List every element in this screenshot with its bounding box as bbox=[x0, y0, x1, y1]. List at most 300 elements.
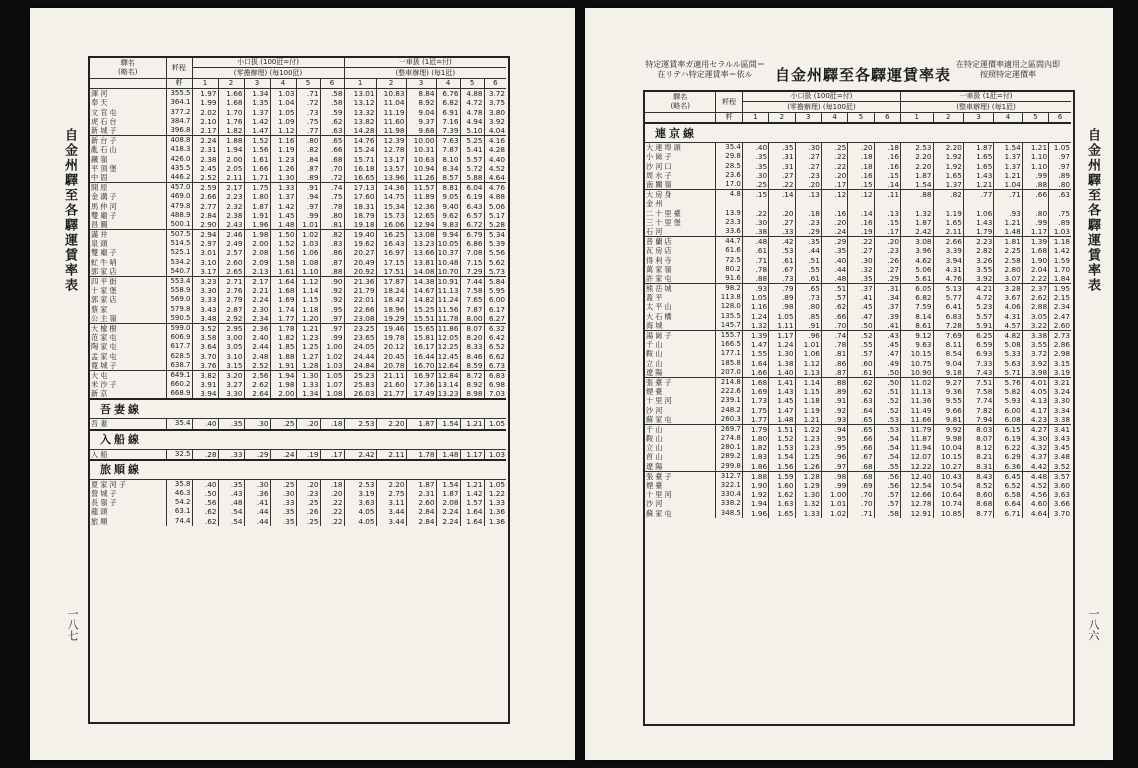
rate-cell: 5.13 bbox=[933, 284, 963, 294]
station-name: 千山 bbox=[646, 340, 665, 350]
rate-cell: 1.37 bbox=[994, 162, 1022, 171]
rate-cell: 2.11 bbox=[218, 173, 244, 183]
rate-cell: 2.65 bbox=[218, 267, 244, 277]
rate-cell: 1.33 bbox=[270, 183, 296, 193]
table-row bbox=[90, 351, 506, 360]
rate-cell: 5.57 bbox=[460, 155, 484, 164]
rate-cell: 6.19 bbox=[994, 434, 1022, 443]
rate-cell: 2.37 bbox=[1022, 284, 1048, 294]
rate-cell: 5.77 bbox=[933, 293, 963, 302]
rate-cell: .29 bbox=[874, 274, 900, 284]
table-row bbox=[90, 361, 506, 371]
rate-cell: .16 bbox=[874, 152, 900, 161]
rate-cell: 1.16 bbox=[270, 136, 296, 146]
rate-cell: .22 bbox=[742, 209, 768, 218]
rate-cell: .51 bbox=[795, 255, 821, 264]
rate-cell: 12.64 bbox=[437, 360, 459, 370]
rate-cell: .59 bbox=[320, 108, 344, 117]
station-name: 十里河 bbox=[646, 396, 674, 406]
station-name: 小崗子 bbox=[646, 152, 674, 162]
rate-cell: .71 bbox=[742, 255, 768, 264]
right-page-title: 自金州驛至各驛運賃率表 bbox=[775, 66, 952, 84]
rate-cell: .75 bbox=[296, 117, 320, 126]
rate-cell: 15.73 bbox=[376, 211, 406, 220]
rate-cell: .24 bbox=[270, 449, 296, 460]
station-name: 郭家店 bbox=[91, 295, 119, 305]
rate-cell: 12.45 bbox=[437, 351, 459, 361]
rate-cell: .88 bbox=[320, 267, 344, 277]
rate-cell: .94 bbox=[821, 424, 847, 434]
rate-cell: 5.82 bbox=[994, 387, 1022, 396]
rate-cell bbox=[1049, 199, 1071, 208]
rate-cell: 2.02 bbox=[192, 108, 218, 117]
distance-km: 72.5 bbox=[716, 255, 742, 264]
class-header: 5 bbox=[1022, 113, 1048, 124]
rate-cell: 5.23 bbox=[963, 302, 993, 311]
rate-cell: .30 bbox=[848, 255, 874, 264]
rate-cell: 7.69 bbox=[933, 330, 963, 340]
distance-km: 260.3 bbox=[716, 415, 742, 425]
rate-cell: 1.97 bbox=[192, 89, 218, 99]
rate-cell: 2.43 bbox=[218, 220, 244, 230]
rate-cell: 13.96 bbox=[376, 173, 406, 183]
rate-cell: 1.48 bbox=[270, 220, 296, 230]
right-note-right: 在特定運價率適用之區間內即按照特定運價率 bbox=[956, 60, 1060, 79]
rate-cell: 1.52 bbox=[244, 136, 270, 146]
rate-cell: 4.62 bbox=[901, 255, 933, 264]
rate-cell: 1.65 bbox=[769, 509, 795, 518]
rate-cell: 3.19 bbox=[1049, 368, 1071, 378]
rate-cell: .62 bbox=[848, 377, 874, 387]
rate-cell: .64 bbox=[848, 405, 874, 414]
rate-cell: 6.57 bbox=[460, 211, 484, 220]
station-name: 海城 bbox=[646, 320, 665, 330]
rate-cell: .62 bbox=[192, 507, 218, 516]
station-name: 太平山 bbox=[646, 302, 674, 312]
station-name: 孟家屯 bbox=[91, 351, 119, 361]
rate-cell: 15.24 bbox=[344, 145, 376, 154]
table-row bbox=[90, 286, 506, 295]
table-row bbox=[645, 405, 1071, 414]
rate-cell: 1.19 bbox=[270, 145, 296, 154]
table-row bbox=[90, 342, 506, 351]
station-name: 新京 bbox=[91, 389, 110, 399]
rate-cell: 1.35 bbox=[244, 98, 270, 107]
rate-cell: .27 bbox=[769, 171, 795, 180]
rate-cell: 9.63 bbox=[901, 340, 933, 349]
rate-cell: 15.81 bbox=[406, 333, 436, 342]
rate-cell: 7.08 bbox=[460, 248, 484, 257]
rate-cell: 17.49 bbox=[406, 389, 436, 399]
rate-cell: 19.18 bbox=[344, 220, 376, 230]
rate-cell: .25 bbox=[270, 479, 296, 489]
rate-cell: 1.03 bbox=[1049, 227, 1071, 237]
station-sub-cell bbox=[645, 113, 716, 124]
rate-cell: 1.21 bbox=[963, 180, 993, 190]
rate-cell: .20 bbox=[296, 419, 320, 430]
rate-cell: 1.32 bbox=[742, 321, 768, 331]
rate-cell: 12.22 bbox=[901, 462, 933, 472]
rate-cell: 3.23 bbox=[192, 276, 218, 286]
distance-km: 606.9 bbox=[166, 333, 192, 342]
class-header: 1 bbox=[344, 79, 376, 89]
rate-cell: .75 bbox=[1049, 209, 1071, 218]
rate-cell: 11.60 bbox=[376, 117, 406, 126]
rate-cell: 2.25 bbox=[994, 246, 1022, 255]
right-small-sub-header: (零擔辦理) (毎100瓩) bbox=[742, 102, 900, 113]
rate-cell: 7.43 bbox=[963, 368, 993, 378]
rate-cell: .66 bbox=[1022, 190, 1048, 200]
rate-cell: 1.51 bbox=[769, 424, 795, 434]
table-row bbox=[645, 274, 1071, 284]
rate-cell: .60 bbox=[848, 359, 874, 368]
rate-cell bbox=[848, 199, 874, 208]
rate-cell: 2.86 bbox=[1049, 340, 1071, 349]
table-row bbox=[645, 349, 1071, 358]
station-name: 沙河 bbox=[646, 499, 665, 509]
rate-cell: .22 bbox=[821, 152, 847, 161]
rate-cell: .97 bbox=[320, 314, 344, 324]
rate-cell: 13.23 bbox=[406, 239, 436, 248]
rate-cell: 1.14 bbox=[296, 286, 320, 295]
table-row bbox=[90, 145, 506, 154]
rate-cell: 4.72 bbox=[460, 98, 484, 107]
rate-cell: 11.79 bbox=[901, 424, 933, 434]
station-name: 得利寺 bbox=[646, 255, 674, 265]
rate-cell: 2.66 bbox=[933, 237, 963, 247]
rate-cell: .26 bbox=[874, 255, 900, 264]
rate-cell: 13.66 bbox=[406, 248, 436, 257]
rate-cell: 8.07 bbox=[963, 434, 993, 443]
class-header: 4 bbox=[270, 79, 296, 89]
distance-km: 207.0 bbox=[716, 368, 742, 378]
rate-cell: 1.02 bbox=[320, 351, 344, 360]
rate-cell: 4.40 bbox=[484, 155, 506, 164]
rate-cell: 1.54 bbox=[901, 180, 933, 190]
rate-cell: 1.18 bbox=[795, 396, 821, 405]
rate-cell: 1.05 bbox=[270, 108, 296, 117]
right-note-left: 特定運賃率ガ適用セラルル區間＝在リテハ特定運賃率＝依ル bbox=[645, 60, 765, 79]
rate-cell: 19.78 bbox=[376, 333, 406, 342]
rate-cell: 1.47 bbox=[769, 405, 795, 414]
rate-cell: .63 bbox=[848, 396, 874, 405]
rate-cell: 6.79 bbox=[460, 230, 484, 240]
rate-cell: 23.65 bbox=[344, 333, 376, 342]
rate-cell: .77 bbox=[963, 190, 993, 200]
rate-cell: .63 bbox=[1049, 190, 1071, 200]
rate-cell: 13.14 bbox=[437, 380, 459, 390]
distance-km: 479.8 bbox=[166, 201, 192, 210]
rate-cell: .22 bbox=[320, 507, 344, 516]
rate-cell: 6.98 bbox=[484, 380, 506, 389]
distance-km: 145.7 bbox=[716, 321, 742, 331]
table-row bbox=[90, 333, 506, 342]
section-name: 吾妻線 bbox=[90, 399, 506, 419]
rate-cell: .29 bbox=[244, 449, 270, 460]
class-header: 4 bbox=[821, 113, 847, 124]
rate-cell: 16.44 bbox=[406, 351, 436, 360]
table-row bbox=[90, 489, 506, 498]
rate-cell: 1.18 bbox=[296, 305, 320, 314]
table-row bbox=[90, 370, 506, 380]
rate-cell: 6.42 bbox=[484, 333, 506, 342]
rate-cell: 14.75 bbox=[376, 192, 406, 201]
rate-cell: 3.82 bbox=[192, 370, 218, 380]
rate-cell: 12.65 bbox=[406, 211, 436, 220]
rate-cell: .39 bbox=[874, 312, 900, 321]
station-name: 石河 bbox=[646, 226, 665, 236]
class-header: 5 bbox=[848, 113, 874, 124]
rate-cell: 4.17 bbox=[1022, 405, 1048, 414]
rate-cell: 7.94 bbox=[963, 415, 993, 425]
rate-cell: 2.84 bbox=[406, 517, 436, 526]
station-name: 二十里臺 bbox=[646, 208, 683, 218]
rate-cell: .70 bbox=[848, 499, 874, 508]
rate-cell: 1.43 bbox=[769, 387, 795, 396]
rate-cell: .99 bbox=[1022, 218, 1048, 227]
distance-km: 500.1 bbox=[166, 220, 192, 230]
rate-cell: 3.63 bbox=[1049, 490, 1071, 499]
rate-cell: 1.33 bbox=[296, 380, 320, 389]
table-row bbox=[645, 190, 1071, 200]
rate-cell: .43 bbox=[874, 330, 900, 340]
rate-cell: 1.86 bbox=[742, 462, 768, 472]
rate-cell: 1.87 bbox=[406, 479, 436, 489]
station-name: 中固 bbox=[91, 172, 110, 182]
rate-cell: .94 bbox=[296, 192, 320, 201]
rate-cell: .23 bbox=[795, 171, 821, 180]
rate-cell: 2.64 bbox=[244, 389, 270, 399]
rate-cell: .66 bbox=[320, 145, 344, 154]
rate-cell: 1.33 bbox=[795, 509, 821, 518]
rate-cell: 1.28 bbox=[296, 361, 320, 371]
table-row bbox=[645, 321, 1071, 331]
distance-km: 364.1 bbox=[166, 98, 192, 107]
rate-cell: 1.05 bbox=[769, 312, 795, 321]
rate-cell: 2.42 bbox=[344, 449, 376, 460]
rate-cell: 5.17 bbox=[484, 211, 506, 220]
station-name: 南關嶺 bbox=[646, 180, 674, 190]
rate-cell: .88 bbox=[742, 274, 768, 284]
rate-cell: 18.24 bbox=[376, 286, 406, 295]
rate-cell: 1.68 bbox=[270, 286, 296, 295]
rate-cell: 6.29 bbox=[994, 452, 1022, 461]
rate-cell: 3.48 bbox=[1049, 452, 1071, 461]
rate-cell: .80 bbox=[296, 136, 320, 146]
distance-km: 28.5 bbox=[716, 162, 742, 171]
table-row bbox=[90, 211, 506, 220]
distance-km: 54.2 bbox=[166, 498, 192, 507]
rate-cell: 8.81 bbox=[436, 183, 460, 193]
rate-cell: 10.37 bbox=[437, 248, 459, 258]
rate-cell: 9.12 bbox=[901, 330, 933, 340]
right-small-header: 小口扱 (100瓩=付) bbox=[742, 92, 900, 102]
rate-cell: 7.65 bbox=[460, 295, 484, 304]
left-rate-table bbox=[90, 58, 506, 526]
rate-cell: 1.75 bbox=[742, 405, 768, 414]
rate-cell: 8.11 bbox=[933, 340, 963, 349]
rate-cell: .67 bbox=[769, 265, 795, 274]
rate-cell: 13.17 bbox=[376, 155, 406, 164]
rate-cell: 9.68 bbox=[406, 126, 436, 136]
rate-cell: 2.40 bbox=[244, 333, 270, 342]
rate-cell: 1.03 bbox=[270, 89, 296, 99]
rate-cell: 4.56 bbox=[1022, 490, 1048, 499]
rate-cell: .25 bbox=[821, 143, 847, 153]
rate-cell: 7.03 bbox=[484, 389, 506, 399]
rate-cell: .34 bbox=[874, 293, 900, 302]
rate-cell: 1.12 bbox=[270, 126, 296, 136]
rate-cell: 9.66 bbox=[933, 405, 963, 414]
rate-cell: .35 bbox=[848, 274, 874, 284]
rate-cell: .51 bbox=[874, 387, 900, 396]
rate-cell: 3.48 bbox=[192, 314, 218, 324]
rate-cell: 21.79 bbox=[344, 286, 376, 295]
rate-cell: 1.92 bbox=[933, 152, 963, 161]
rate-cell: 10.90 bbox=[901, 368, 933, 378]
distance-km: 44.7 bbox=[716, 237, 742, 247]
table-row bbox=[645, 481, 1071, 490]
rate-cell: 2.23 bbox=[218, 192, 244, 201]
rate-cell: 3.15 bbox=[1049, 359, 1071, 368]
rate-cell: 3.11 bbox=[376, 498, 406, 507]
table-row bbox=[90, 267, 506, 277]
distance-km: 322.1 bbox=[716, 481, 742, 490]
table-row bbox=[645, 152, 1071, 161]
rate-cell: 3.57 bbox=[1049, 471, 1071, 481]
rate-cell: 7.58 bbox=[963, 387, 993, 396]
rate-cell: 2.38 bbox=[192, 155, 218, 164]
rate-cell: 8.68 bbox=[963, 499, 993, 508]
rate-cell: 8.92 bbox=[406, 98, 436, 107]
table-row bbox=[90, 108, 506, 117]
rate-cell: 8.03 bbox=[963, 424, 993, 434]
rate-cell: 3.05 bbox=[1022, 312, 1048, 321]
rate-cell: 10.43 bbox=[933, 471, 963, 481]
table-row bbox=[90, 276, 506, 286]
rate-cell: .61 bbox=[795, 274, 821, 284]
rate-cell: 21.11 bbox=[376, 370, 406, 380]
rate-cell: 10.15 bbox=[901, 349, 933, 358]
station-name: 鐵嶺 bbox=[91, 154, 110, 164]
rate-cell: 13.08 bbox=[406, 230, 436, 240]
rate-cell: 3.43 bbox=[192, 305, 218, 314]
rate-cell: 1.84 bbox=[1049, 274, 1071, 284]
table-row bbox=[90, 230, 506, 240]
left-page-number: 一八七 bbox=[66, 608, 79, 641]
rate-cell: 3.30 bbox=[1049, 396, 1071, 405]
distance-km: 534.2 bbox=[166, 258, 192, 267]
rate-cell: 1.94 bbox=[218, 145, 244, 154]
car-sub-header: (整車辦理) (毎1瓩) bbox=[344, 68, 506, 79]
rate-cell: 6.17 bbox=[484, 305, 506, 314]
rate-cell: .57 bbox=[874, 499, 900, 508]
rate-cell: 1.66 bbox=[218, 89, 244, 99]
rate-cell: .65 bbox=[320, 136, 344, 146]
rate-cell: .51 bbox=[821, 284, 847, 294]
table-row bbox=[90, 192, 506, 201]
rate-cell: .96 bbox=[821, 452, 847, 461]
table-row bbox=[90, 201, 506, 210]
rate-cell: 1.34 bbox=[244, 89, 270, 99]
rate-cell: 2.62 bbox=[1022, 293, 1048, 302]
rate-cell: .23 bbox=[874, 246, 900, 255]
rate-cell: .27 bbox=[874, 265, 900, 274]
rate-cell: .97 bbox=[296, 201, 320, 210]
distance-km: 355.5 bbox=[166, 89, 192, 99]
rate-cell: .97 bbox=[1049, 162, 1071, 171]
rate-cell: 2.97 bbox=[192, 239, 218, 248]
rate-cell: 1.65 bbox=[933, 218, 963, 227]
distance-km: 590.5 bbox=[166, 314, 192, 324]
rate-cell: 6.71 bbox=[994, 509, 1022, 518]
table-row bbox=[90, 183, 506, 193]
distance-km: 558.9 bbox=[166, 286, 192, 295]
rate-cell: 12.40 bbox=[901, 471, 933, 481]
rate-cell: 13.23 bbox=[437, 389, 459, 399]
rate-cell: 1.03 bbox=[320, 361, 344, 371]
table-row bbox=[90, 239, 506, 248]
station-name: 新台子 bbox=[90, 136, 166, 146]
rate-cell: 7.82 bbox=[963, 405, 993, 414]
table-row bbox=[645, 490, 1071, 499]
rate-cell: 1.14 bbox=[795, 377, 821, 387]
distance-km: 46.3 bbox=[166, 489, 192, 498]
class-header: 2 bbox=[933, 113, 963, 124]
rate-cell: 4.28 bbox=[484, 145, 506, 154]
rate-cell: .18 bbox=[320, 479, 344, 489]
rate-cell: .20 bbox=[874, 237, 900, 247]
rate-cell: .20 bbox=[821, 171, 847, 180]
station-name: 龍頭 bbox=[91, 507, 110, 517]
table-row bbox=[645, 293, 1071, 302]
rate-cell: 12.94 bbox=[406, 220, 436, 230]
rate-cell: 6.52 bbox=[994, 481, 1022, 490]
distance-km: 289.2 bbox=[716, 452, 742, 461]
station-name: 十里河 bbox=[646, 490, 674, 500]
rate-cell: 3.17 bbox=[192, 267, 218, 277]
rate-cell: 2.75 bbox=[376, 489, 406, 498]
table-row bbox=[645, 143, 1071, 153]
rate-cell: 1.21 bbox=[460, 419, 484, 430]
rate-cell: 1.00 bbox=[320, 342, 344, 351]
station-name: 鞍山 bbox=[646, 434, 665, 444]
rate-cell: .99 bbox=[1022, 171, 1048, 180]
distance-km: 280.1 bbox=[716, 443, 742, 452]
rate-cell: 1.24 bbox=[769, 340, 795, 349]
rate-cell: 3.22 bbox=[1022, 321, 1048, 331]
small-sub-header: (零擔辦理) (毎100瓩) bbox=[192, 68, 344, 79]
rate-cell: .14 bbox=[769, 190, 795, 200]
rate-cell: 1.02 bbox=[296, 230, 320, 240]
station-name: 三十里堡 bbox=[646, 217, 683, 227]
rate-cell: 1.42 bbox=[244, 117, 270, 126]
distance-km: 155.7 bbox=[716, 330, 742, 340]
rate-cell: .63 bbox=[320, 126, 344, 136]
rate-cell: 11.98 bbox=[376, 126, 406, 136]
rate-cell: 23.25 bbox=[344, 323, 376, 333]
rate-cell: 18.96 bbox=[376, 305, 406, 314]
rate-cell: 6.00 bbox=[994, 405, 1022, 414]
rate-cell: 2.24 bbox=[192, 136, 218, 146]
table-row bbox=[90, 295, 506, 304]
rate-cell: 8.52 bbox=[963, 481, 993, 490]
rate-cell: 1.79 bbox=[963, 227, 993, 237]
rate-cell: 2.47 bbox=[1049, 312, 1071, 321]
distance-km: 4.8 bbox=[716, 190, 742, 200]
rate-cell: 1.64 bbox=[460, 507, 484, 516]
rate-cell: 5.62 bbox=[484, 258, 506, 267]
